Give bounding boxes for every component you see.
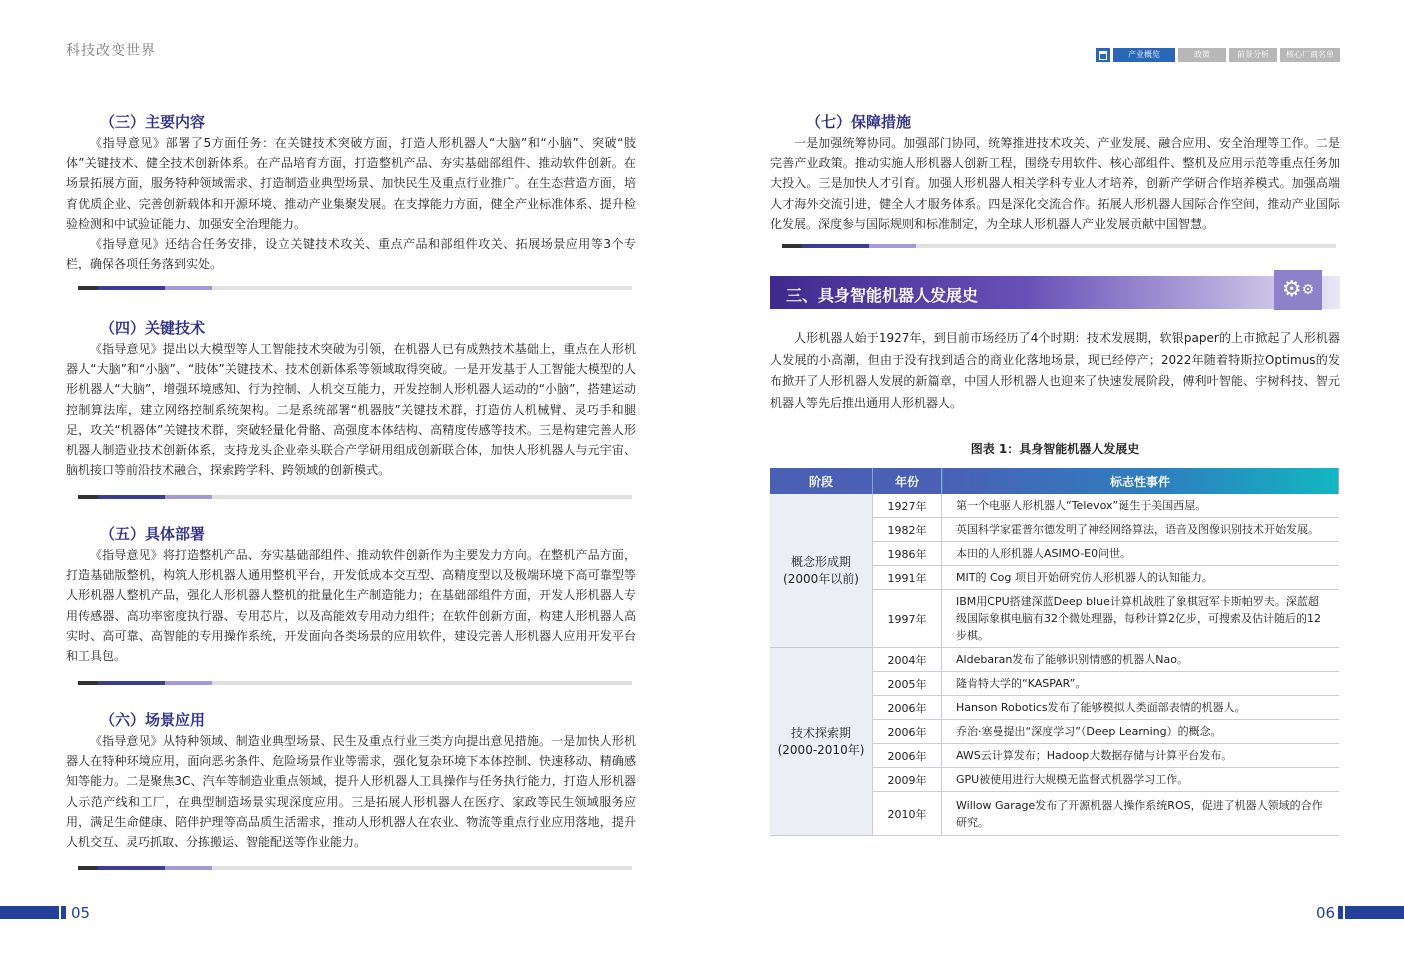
year-cell: 2009年: [873, 768, 942, 792]
table-caption: 图表 1：具身智能机器人发展史: [970, 442, 1140, 456]
event-cell: 第一个电驱人形机器人“Televox”诞生于美国西屋。: [942, 494, 1339, 518]
event-cell: 乔治·塞曼提出“深度学习”（Deep Learning）的概念。: [942, 720, 1339, 744]
paragraph: 《指导意见》还结合任务安排，设立关键技术攻关、重点产品和部组件攻关、拓展场景应用等3个专栏，确保各项任务落到实处。: [66, 237, 636, 272]
section-divider: [66, 866, 632, 870]
year-cell: 2010年: [873, 792, 942, 836]
year-cell: 1986年: [873, 542, 942, 566]
page-number-left: 05: [71, 904, 91, 922]
footer-bar-right-accent: [1338, 906, 1343, 919]
year-cell: 2004年: [873, 648, 942, 672]
table-header-row: [770, 468, 1339, 494]
nav-tab-vendors[interactable]: 核心厂商名单: [1280, 48, 1340, 62]
section-title-deployment: （五）具体部署: [100, 525, 206, 543]
nav-tab-outlook[interactable]: 前景分析: [1229, 48, 1277, 62]
section-title-safeguards: （七）保障措施: [806, 113, 912, 131]
event-cell: Aldebaran发布了能够识别情感的机器人Nao。: [942, 648, 1339, 672]
chapter-title: 三、具身智能机器人发展史: [786, 286, 979, 305]
column-header-stage: 阶段: [770, 468, 873, 494]
event-cell: IBM用CPU搭建深蓝Deep blue计算机战胜了象棋冠军卡斯帕罗夫。深蓝超级国际象棋电脑有32个微处理器，每秒计算2亿步，可搜索及估计随后的12步棋。: [942, 590, 1339, 648]
building-icon: [1096, 48, 1110, 62]
paragraph: 《指导意见》部署了5方面任务：在关键技术突破方面，打造人形机器人“大脑”和“小脑”、突破“肢体”关键技术、健全技术创新体系。在产品培育方面，打造整机产品、夯实基础部组件、推动软件创新。在场景拓展方面，服务特种领域需求、打造制造业典型场景、加快民生及重点行业推广。在生态营造方面，培育优质企业、完善创新载体和开源环境、推动产业集聚发展。在支撑能力方面，健全产业标准体系、提升检验检测和中试验证能力、加强安全治理能力。: [66, 136, 636, 231]
nav-tab-overview[interactable]: 产业概览: [1113, 48, 1175, 62]
year-cell: 1997年: [873, 590, 942, 648]
event-cell: 隆肯特大学的“KASPAR”。: [942, 672, 1339, 696]
paragraph: 一是加强统筹协同。加强部门协同，统筹推进技术攻关、产业发展、融合应用、安全治理等工作。二是完善产业政策。推动实施人形机器人创新工程，围绕专用软件、核心部组件、整机及应用示范等重点任务加大投入。三是加快人才引育。加强人形机器人相关学科专业人才培养，创新产学研合作培养模式。加强高端人才海外交流引进，健全人才服务体系。四是深化交流合作。拓展人形机器人国际合作空间，推动产业国际化发展。深度参与国际规则和标准制定，为全球人形机器人产业发展贡献中国智慧。: [770, 136, 1340, 231]
year-cell: 2006年: [873, 720, 942, 744]
event-cell: AWS云计算发布；Hadoop大数据存储与计算平台发布。: [942, 744, 1339, 768]
section-body-main-content: [66, 133, 636, 274]
page-number-right: 06: [1316, 904, 1336, 922]
gear-icon: ⚙ ⚙: [1274, 270, 1322, 310]
column-header-event: 标志性事件: [942, 468, 1339, 494]
year-cell: 2005年: [873, 672, 942, 696]
event-cell: 英国科学家霍普尔德发明了神经网络算法，语音及图像识别技术开始发展。: [942, 518, 1339, 542]
chapter-banner: [770, 276, 1340, 309]
section-body-deployment: [66, 545, 636, 666]
section-divider: [770, 244, 1336, 248]
chapter-intro: [770, 328, 1340, 414]
section-body-key-tech: [66, 339, 636, 480]
paragraph: 《指导意见》从特种领域、制造业典型场景、民生及重点行业三类方向提出意见措施。一是加快人形机器人在特种环境应用，面向恶劣条件、危险场景作业等需求，强化复杂环境下本体控制、快速移动、精确感知等能力。二是聚焦3C、汽车等制造业重点领域，提升人形机器人工具操作与任务执行能力，打造人形机器人示范产线和工厂，在典型制造场景实现深度应用。三是拓展人形机器人在医疗、家政等民生领域服务应用，满足生命健康、陪伴护理等高品质生活需求，推动人形机器人在农业、物流等重点行业应用落地，提升人机交互、灵巧抓取、分拣搬运、智能配送等作业能力。: [66, 734, 636, 850]
paragraph: 人形机器人始于1927年，到目前市场经历了4个时期：技术发展期，软银paper的上市掀起了人形机器人发展的小高潮，但由于没有找到适合的商业化落地场景，现已经停产；2022年随着特斯拉Optimus的发布掀开了人形机器人发展的新篇章，中国人形机器人也迎来了快速发展阶段，傅利叶智能、宇树科技、智元机器人等先后推出通用人形机器人。: [770, 331, 1340, 410]
section-title-main-content: （三）主要内容: [100, 113, 206, 131]
stage-cell: 技术探索期 (2000-2010年): [770, 648, 873, 836]
year-cell: 1982年: [873, 518, 942, 542]
top-nav: [1096, 48, 1340, 62]
brand-title: 科技改变世界: [66, 43, 156, 59]
paragraph: 《指导意见》提出以大模型等人工智能技术突破为引领，在机器人已有成熟技术基础上，重点在人形机器人“大脑”和“小脑”、“肢体”关键技术、技术创新体系等领域取得突破。一是开发基于人工智能大模型的人形机器人“大脑”，增强环境感知、行为控制、人机交互能力，开发控制人形机器人运动的“小脑”，搭建运动控制算法库，建立网络控制系统架构。二是系统部署“机器肢”关键技术群，打造仿人机械臂、灵巧手和腿足，攻关“机器体”关键技术群，突破轻量化骨骼、高强度本体结构、高精度传感等技术。三是构建完善人形机器人制造业技术创新体系，支持龙头企业牵头联合产学研用组成创新联合体，加快人形机器人与元宇宙、脑机接口等前沿技术融合，探索跨学科、跨领域的创新模式。: [66, 342, 636, 478]
section-body-scenarios: [66, 731, 636, 852]
table-row: [770, 648, 1339, 672]
paragraph: 《指导意见》将打造整机产品、夯实基础部组件、推动软件创新作为主要发力方向。在整机产品方面，打造基础版整机，构筑人形机器人通用整机平台，开发低成本交互型、高精度型以及极端环境下高可靠型等人形机器人整机产品，强化人形机器人整机的批量化生产制造能力；在基础部组件方面，开发人形机器人专用传感器、高功率密度执行器、专用芯片，以及高能效专用动力组件；在软件创新方面，构建人形机器人高实时、高可靠、高智能的专用操作系统，开发面向各类场景的应用软件，建设完善人形机器人应用开发平台和工具包。: [66, 548, 636, 664]
stage-cell: 概念形成期 (2000年以前): [770, 494, 873, 648]
event-cell: Willow Garage发布了开源机器人操作系统ROS，促进了机器人领域的合作研究。: [942, 792, 1339, 836]
section-title-scenarios: （六）场景应用: [100, 711, 206, 729]
year-cell: 1927年: [873, 494, 942, 518]
event-cell: GPU被使用进行大规模无监督式机器学习工作。: [942, 768, 1339, 792]
section-divider: [66, 681, 632, 685]
footer-bar-left: [0, 906, 59, 919]
nav-tab-policy[interactable]: 政策: [1178, 48, 1226, 62]
history-table: [770, 468, 1339, 836]
event-cell: MIT的 Cog 项目开始研究仿人形机器人的认知能力。: [942, 566, 1339, 590]
year-cell: 2006年: [873, 744, 942, 768]
column-header-year: 年份: [873, 468, 942, 494]
section-body-safeguards: [770, 133, 1340, 234]
event-cell: Hanson Robotics发布了能够模拟人类面部表情的机器人。: [942, 696, 1339, 720]
footer-bar-right: [1345, 906, 1404, 919]
section-divider: [66, 286, 632, 290]
section-divider: [66, 495, 632, 499]
table-row: [770, 494, 1339, 518]
year-cell: 2006年: [873, 696, 942, 720]
event-cell: 本田的人形机器人ASIMO-E0问世。: [942, 542, 1339, 566]
section-title-key-tech: （四）关键技术: [100, 319, 206, 337]
footer-bar-left-accent: [61, 906, 66, 919]
year-cell: 1991年: [873, 566, 942, 590]
